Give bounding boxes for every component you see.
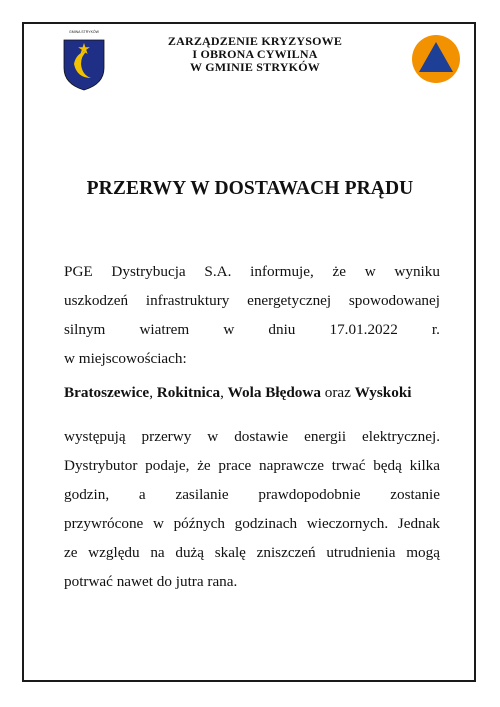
- paragraph-1-line-1: [64, 257, 440, 286]
- word: kilka: [409, 457, 440, 474]
- word: energii: [304, 428, 347, 445]
- place-name: Wola Błędowa: [227, 384, 321, 401]
- paragraph-1-line-2: [64, 286, 440, 315]
- word: wieczornych.: [306, 515, 389, 532]
- word: wiatrem: [139, 321, 190, 338]
- word: infrastruktury: [145, 292, 230, 309]
- word: Jednak: [397, 515, 440, 532]
- word: ze: [64, 544, 78, 561]
- header-title: [130, 35, 380, 74]
- word: będą: [373, 457, 402, 474]
- crest-caption: GMINA STRYKÓW: [69, 30, 99, 34]
- word: S.A.: [204, 263, 232, 280]
- word: zasilanie: [175, 486, 229, 503]
- word: że: [332, 263, 346, 280]
- word: spowodowanej: [348, 292, 440, 309]
- word: silnym: [64, 321, 106, 338]
- word: utrudnienia: [326, 544, 396, 561]
- paragraph-2-line-2: [64, 451, 440, 480]
- word: występują: [64, 428, 126, 445]
- document-header: [0, 0, 500, 100]
- paragraph-1-line-4: w miejscowościach:: [64, 350, 187, 367]
- word: wyniku: [394, 263, 440, 280]
- word: przerwy: [141, 428, 192, 445]
- word: PGE: [64, 263, 93, 280]
- announcement-paragraph-2: [64, 422, 440, 596]
- separator: ,: [149, 384, 157, 401]
- paragraph-2-line-4: [64, 509, 440, 538]
- word: informuje,: [250, 263, 314, 280]
- word: zostanie: [390, 486, 440, 503]
- word: a: [138, 486, 146, 503]
- word: w: [223, 321, 235, 338]
- word: Dystrybucja: [111, 263, 186, 280]
- word: na: [150, 544, 165, 561]
- word: r.: [431, 321, 440, 338]
- header-line-1: ZARZĄDZENIE KRYZYSOWE: [167, 34, 343, 48]
- word: względu: [88, 544, 140, 561]
- word: dużą: [175, 544, 205, 561]
- document-title: PRZERWY W DOSTAWACH PRĄDU: [86, 178, 414, 199]
- date-value: 17.01.2022: [329, 321, 398, 338]
- word: trwać: [331, 457, 366, 474]
- word: dniu: [268, 321, 296, 338]
- word: że: [197, 457, 211, 474]
- affected-places: [64, 384, 464, 402]
- word: Dystrybutor: [64, 457, 138, 474]
- word: godzinach: [234, 515, 298, 532]
- word: w: [152, 515, 164, 532]
- word: w: [207, 428, 219, 445]
- word: godzin,: [64, 486, 110, 503]
- word: podaje,: [145, 457, 190, 474]
- word: mogą: [406, 544, 440, 561]
- header-line-3: W GMINIE STRYKÓW: [190, 60, 320, 74]
- word: uszkodzeń: [64, 292, 129, 309]
- separator: ,: [220, 384, 228, 401]
- paragraph-1-line-3: [64, 315, 440, 344]
- word: w: [364, 263, 376, 280]
- place-name: Rokitnica: [156, 384, 221, 401]
- word: skalę: [214, 544, 246, 561]
- stryków-coat-of-arms-icon: [62, 34, 106, 92]
- paragraph-2-line-3: [64, 480, 440, 509]
- paragraph-2-line-1: [64, 422, 440, 451]
- word: prace: [218, 457, 252, 474]
- announcement-paragraph-1: [64, 257, 440, 373]
- place-name: Wyskoki: [354, 384, 412, 401]
- word: dostawie: [234, 428, 289, 445]
- word: prawdopodobnie: [258, 486, 361, 503]
- place-name: Bratoszewice: [64, 384, 150, 401]
- word: elektrycznej.: [362, 428, 440, 445]
- word: energetycznej: [247, 292, 332, 309]
- connector: oraz: [320, 384, 355, 401]
- civil-defense-icon: [411, 34, 461, 84]
- header-line-2: I OBRONA CYWILNA: [192, 47, 318, 61]
- word: późnych: [173, 515, 226, 532]
- word: przywrócone: [64, 515, 144, 532]
- paragraph-2-line-5: [64, 538, 440, 567]
- word: naprawcze: [259, 457, 324, 474]
- word: zniszczeń: [256, 544, 316, 561]
- paragraph-2-line-6: potrwać nawet do jutra rana.: [64, 573, 238, 590]
